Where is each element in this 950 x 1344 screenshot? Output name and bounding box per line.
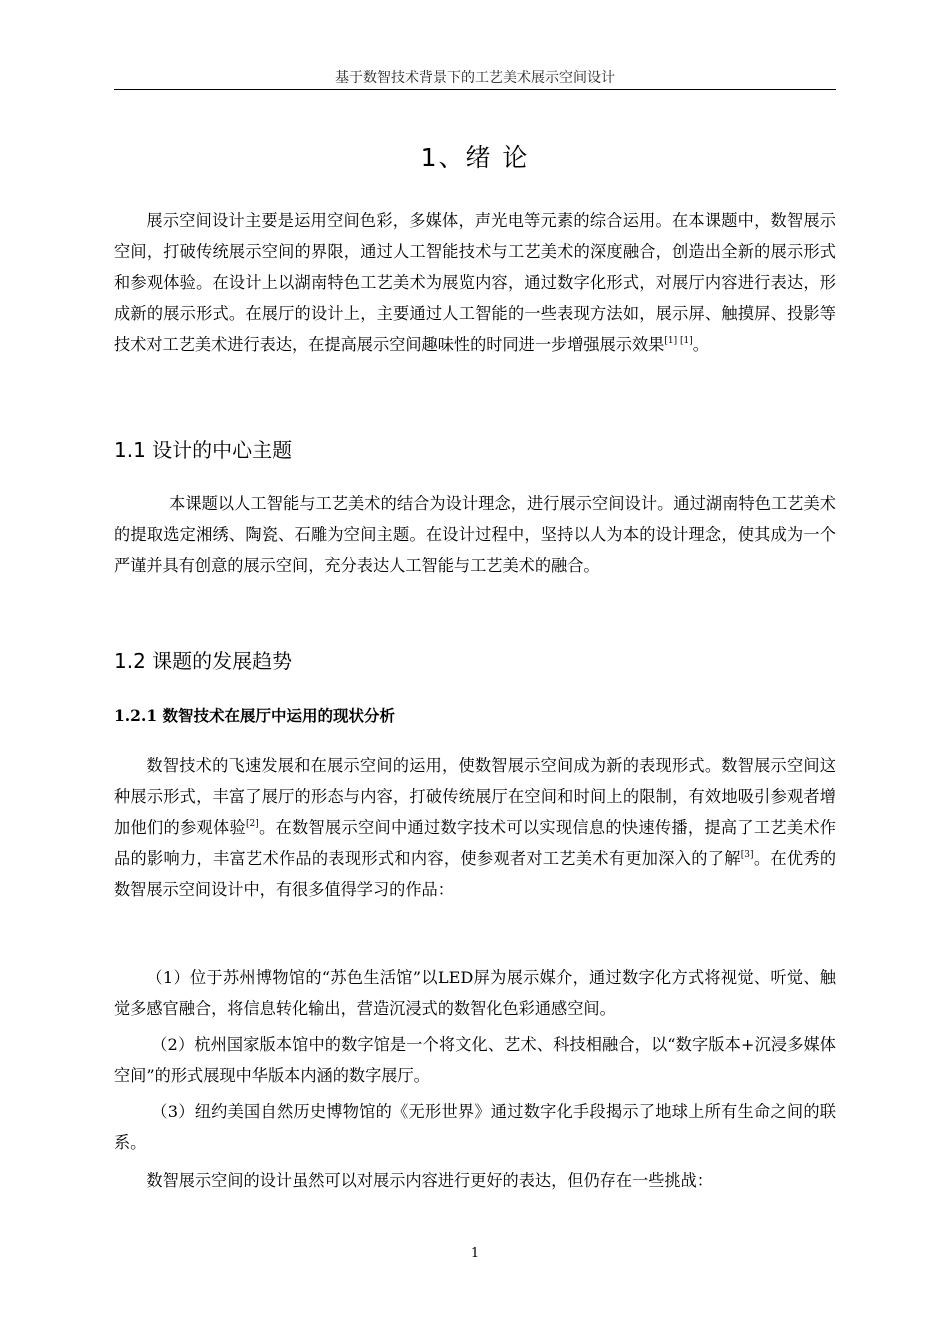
analysis-text-part3: 。在优秀的数智展示空间设计中，有很多值得学习的作品： — [114, 849, 837, 899]
chapter-title: 1、绪 论 — [420, 143, 530, 172]
analysis-text-part1: 数智技术的飞速发展和在展示空间的运用，使数智展示空间成为新的表现形式。数智展示空间这种展示形式，丰富了展厅的形态与内容，打破传统展厅在空间和时间上的限制，有效地吸引参观者增加他们的参观体验 — [114, 756, 836, 837]
citation-3: [3] — [740, 850, 754, 860]
list-item-3: （3）纽约美国自然历史博物馆的《无形世界》通过数字化手段揭示了地球上所有生命之间的联系。 — [114, 1102, 836, 1152]
subsection-heading-1-2-1: 1.2.1 数智技术在展厅中运用的现状分析 — [114, 706, 396, 725]
analysis-text-part2: 。在数智展示空间中通过数字技术可以实现信息的快速传播，提高了工艺美术作品的影响力，丰富艺术作品的表现形式和内容，使参观者对工艺美术有更加深入的了解 — [114, 818, 836, 868]
list-item-2: （2）杭州国家版本馆中的数字馆是一个将文化、艺术、科技相融合，以“数字版本+沉浸多媒体空间”的形式展现中华版本内涵的数字展厅。 — [114, 1035, 836, 1085]
intro-period: 。 — [692, 335, 709, 354]
closing-paragraph: 数智展示空间的设计虽然可以对展示内容进行更好的表达，但仍存在一些挑战： — [146, 1171, 713, 1190]
intro-text: 展示空间设计主要是运用空间色彩，多媒体，声光电等元素的综合运用。在本课题中，数智展示空间，打破传统展示空间的界限，通过人工智能技术与工艺美术的深度融合，创造出全新的展示形式和参观体验。在设计上以湖南特色工艺美术为展览内容，通过数字化形式，对展厅内容进行表达，形成新的展示形式。在展厅的设计上，主要通过人工智能的一些表现方法如，展示屏、触摸屏、投影等技术对工艺美术进行表达，在提高展示空间趣味性的时同进一步增强展示效果 — [114, 211, 836, 354]
running-header: 基于数智技术背景下的工艺美术展示空间设计 — [335, 70, 615, 86]
page-number: 1 — [470, 1246, 480, 1261]
section-heading-1-1: 1.1 设计的中心主题 — [114, 438, 293, 462]
header-divider — [114, 89, 836, 90]
section-1-2-1-paragraph — [114, 750, 836, 905]
list-item-1: （1）位于苏州博物馆的“苏色生活馆”以LED屏为展示媒介，通过数字化方式将视觉、听觉、触觉多感官融合，将信息转化输出，营造沉浸式的数智化色彩通感空间。 — [114, 968, 836, 1018]
intro-citation: [1] [1] — [664, 336, 693, 346]
section-heading-1-2: 1.2 课题的发展趋势 — [114, 649, 293, 673]
section-1-1-paragraph: 本课题以人工智能与工艺美术的结合为设计理念，进行展示空间设计。通过湖南特色工艺美术的提取选定湘绣、陶瓷、石雕为空间主题。在设计过程中，坚持以人为本的设计理念，使其成为一个严谨并具有创意的展示空间，充分表达人工智能与工艺美术的融合。 — [114, 494, 836, 575]
citation-2: [2] — [245, 819, 259, 829]
intro-paragraph — [114, 205, 836, 360]
